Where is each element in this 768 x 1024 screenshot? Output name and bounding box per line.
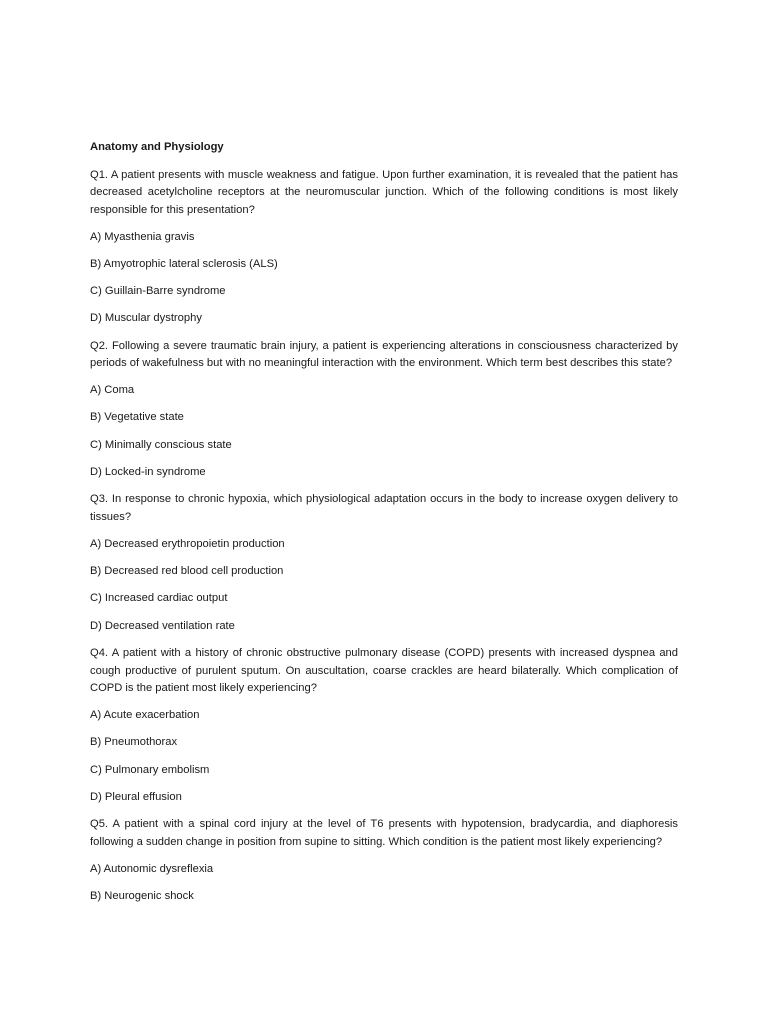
answer-option: B) Neurogenic shock xyxy=(90,890,194,903)
answer-option: B) Amyotrophic lateral sclerosis (ALS) xyxy=(90,257,278,270)
question-text: Q1. A patient presents with muscle weakness and fatigue. Upon further examination, it is revealed that the patient has decreased acetylcholine receptors at the neuromuscular junction. Which of the following conditions is most likely responsible for this presentation? xyxy=(90,168,678,216)
answer-option: B) Vegetative state xyxy=(90,411,184,424)
question-text: Q5. A patient with a spinal cord injury at the level of T6 presents with hypotension, bradycardia, and diaphoresis following a sudden change in position from supine to sitting. Which condition is the patient most likely experiencing? xyxy=(90,818,678,848)
question-5 xyxy=(90,816,678,905)
answer-option: D) Decreased ventilation rate xyxy=(90,619,235,632)
answer-option: C) Increased cardiac output xyxy=(90,592,228,605)
question-2 xyxy=(90,338,678,482)
answer-option: A) Decreased erythropoietin production xyxy=(90,537,285,550)
document-page xyxy=(90,139,678,915)
answer-option: C) Guillain-Barre syndrome xyxy=(90,285,226,298)
question-text: Q4. A patient with a history of chronic obstructive pulmonary disease (COPD) presents with increased dyspnea and cough productive of purulent sputum. On auscultation, coarse crackles are heard bilaterally. Which complication of COPD is the patient most likely experiencing? xyxy=(90,647,678,695)
answer-option: D) Locked-in syndrome xyxy=(90,466,206,479)
question-1 xyxy=(90,167,678,328)
question-4 xyxy=(90,645,678,806)
answer-option: A) Coma xyxy=(90,384,135,397)
question-3 xyxy=(90,491,678,635)
answer-option: C) Pulmonary embolism xyxy=(90,763,210,776)
answer-option: A) Acute exacerbation xyxy=(90,709,200,722)
document-title: Anatomy and Physiology xyxy=(90,141,224,153)
answer-option: A) Myasthenia gravis xyxy=(90,230,195,243)
question-text: Q3. In response to chronic hypoxia, which physiological adaptation occurs in the body to increase oxygen delivery to tissues? xyxy=(90,493,678,523)
answer-option: C) Minimally conscious state xyxy=(90,438,232,451)
answer-option: D) Pleural effusion xyxy=(90,790,182,803)
answer-option: D) Muscular dystrophy xyxy=(90,312,202,325)
answer-option: B) Pneumothorax xyxy=(90,736,178,749)
answer-option: B) Decreased red blood cell production xyxy=(90,565,284,578)
question-text: Q2. Following a severe traumatic brain injury, a patient is experiencing alterations in consciousness characterized by periods of wakefulness but with no meaningful interaction with the environment. Which term best describes this state? xyxy=(90,339,678,370)
answer-option: A) Autonomic dysreflexia xyxy=(90,862,214,875)
